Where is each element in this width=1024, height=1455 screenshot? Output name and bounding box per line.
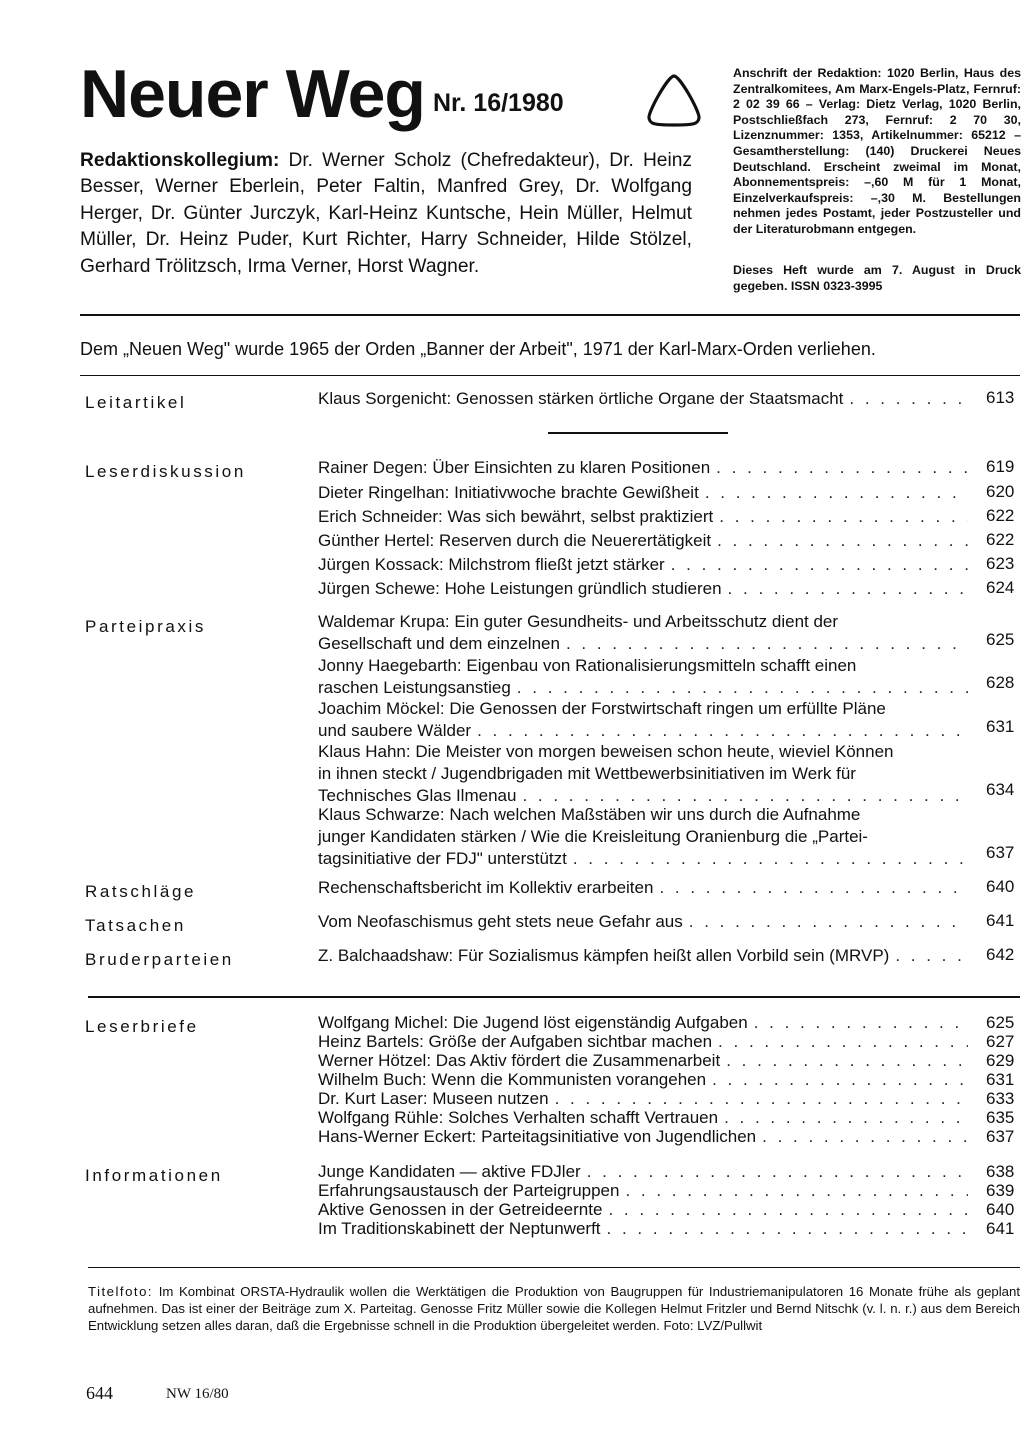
- entry-title: Rechenschaftsbericht im Kollektiv erarbeiten: [318, 878, 654, 897]
- entry-title: Aktive Genossen in der Getreideernte: [318, 1200, 603, 1219]
- page-number: 627: [986, 1032, 1015, 1051]
- entry-title-line: in ihnen steckt / Jugendbrigaden mit Wettbewerbsinitiativen im Werk für: [318, 764, 856, 783]
- page-number: 625: [986, 630, 1015, 649]
- entry-title: Erich Schneider: Was sich bewährt, selbst praktiziert: [318, 507, 714, 526]
- toc-entry[interactable]: [318, 1032, 968, 1051]
- page-number: 625: [986, 1013, 1015, 1032]
- editorial-board-names: Dr. Werner Scholz (Chefredakteur), Dr. Heinz Besser, Werner Eberlein, Peter Faltin, Manfred Grey, Dr. Wolfgang Herger, Dr. Günter Jurczyk, Karl-Heinz Kuntsche, Hein Müller, Helmut Müller, Dr. Heinz Puder, Kurt Richter, Harry Schneider, Hilde Stölzel, Gerhard Trölitzsch, Irma Verner, Horst Wagner.: [80, 150, 692, 277]
- page-number: 631: [986, 717, 1015, 736]
- page-number: 622: [986, 530, 1015, 549]
- page-number: 628: [986, 673, 1015, 692]
- dot-leader: [659, 877, 968, 899]
- divider: [88, 1267, 1020, 1268]
- page-number: 637: [986, 843, 1015, 862]
- dot-leader: [555, 1089, 968, 1108]
- toc-entry[interactable]: [318, 804, 968, 870]
- editorial-board: [80, 148, 692, 280]
- page-number: 619: [986, 457, 1015, 476]
- dot-leader: [895, 945, 968, 967]
- page-number: 640: [986, 1200, 1015, 1219]
- dot-leader: [689, 911, 968, 933]
- toc-entry[interactable]: [318, 1200, 968, 1219]
- entry-title: Z. Balchaadshaw: Für Sozialismus kämpfen heißt allen Vorbild sein (MRVP): [318, 946, 890, 965]
- dot-leader: [477, 720, 968, 742]
- toc-entry[interactable]: [318, 1070, 968, 1089]
- entry-title: Dr. Kurt Laser: Museen nutzen: [318, 1089, 549, 1108]
- page-number: 633: [986, 1089, 1015, 1108]
- entry-title: Hans-Werner Eckert: Parteitagsinitiative von Jugendlichen: [318, 1127, 757, 1146]
- dot-leader: [719, 506, 968, 528]
- entry-title: Rainer Degen: Über Einsichten zu klaren Positionen: [318, 458, 711, 477]
- entry-title-line: tagsinitiative der FDJ" unterstützt: [318, 849, 567, 868]
- toc-entry[interactable]: [318, 1181, 968, 1200]
- toc-entry[interactable]: [318, 1127, 968, 1146]
- divider: [88, 996, 1020, 998]
- page-number: 613: [986, 388, 1015, 407]
- section-parteipraxis: Parteipraxis: [85, 617, 206, 636]
- page-number: 634: [986, 780, 1015, 799]
- entry-title: Wilhelm Buch: Wenn die Kommunisten vorangehen: [318, 1070, 707, 1089]
- toc-entry[interactable]: [318, 1108, 968, 1127]
- dot-leader: [671, 554, 968, 576]
- dot-leader: [718, 1032, 968, 1051]
- entry-title-line: Technisches Glas Ilmenau: [318, 786, 517, 805]
- page-number: 624: [986, 578, 1015, 597]
- dot-leader: [625, 1181, 968, 1200]
- dot-leader: [607, 1219, 968, 1238]
- page-number: 638: [986, 1162, 1015, 1181]
- toc-entry[interactable]: [318, 388, 968, 410]
- dot-leader: [573, 848, 968, 870]
- magazine-title: Neuer Weg: [80, 56, 425, 132]
- toc-entry[interactable]: [318, 578, 968, 600]
- entry-title: Jürgen Kossack: Milchstrom fließt jetzt stärker: [318, 555, 665, 574]
- entry-title-line: Klaus Hahn: Die Meister von morgen beweisen schon heute, wieviel Können: [318, 742, 894, 761]
- short-divider: [548, 432, 728, 434]
- entry-title-line: Klaus Schwarze: Nach welchen Maßstäben wir uns durch die Aufnahme: [318, 805, 861, 824]
- dot-leader: [849, 388, 968, 410]
- section-leserdiskussion: Leserdiskussion: [85, 462, 246, 481]
- entry-title-line: raschen Leistungsanstieg: [318, 678, 511, 697]
- entry-title: Dieter Ringelhan: Initiativwoche brachte Gewißheit: [318, 483, 699, 502]
- divider: [80, 314, 1020, 316]
- page-number: 641: [986, 1219, 1015, 1238]
- toc-entry[interactable]: [318, 482, 968, 504]
- divider: [80, 375, 1020, 376]
- toc-entry[interactable]: [318, 554, 968, 576]
- dot-leader: [712, 1070, 968, 1089]
- entry-title-line: junger Kandidaten stärken / Wie die Kreisleitung Oranienburg die „Partei-: [318, 827, 868, 846]
- entry-title: Erfahrungsaustausch der Parteigruppen: [318, 1181, 620, 1200]
- entry-title: Junge Kandidaten — aktive FDJler: [318, 1162, 581, 1181]
- section-tatsachen: Tatsachen: [85, 916, 186, 935]
- entry-title-line: Joachim Möckel: Die Genossen der Forstwirtschaft ringen um erfüllte Pläne: [318, 699, 886, 718]
- dot-leader: [566, 633, 968, 655]
- section-leserbriefe: Leserbriefe: [85, 1017, 199, 1036]
- toc-entry[interactable]: [318, 945, 968, 967]
- toc-entry[interactable]: [318, 530, 968, 552]
- print-note: Dieses Heft wurde am 7. August in Druck gegeben. ISSN 0323-3995: [733, 263, 1021, 293]
- page-number: 641: [986, 911, 1015, 930]
- award-note: Dem „Neuen Weg" wurde 1965 der Orden „Banner der Arbeit", 1971 der Karl-Marx-Orden verliehen.: [80, 339, 876, 359]
- toc-entry[interactable]: [318, 698, 968, 742]
- toc-entry[interactable]: [318, 1013, 968, 1032]
- section-informationen: Informationen: [85, 1166, 223, 1185]
- toc-entry[interactable]: [318, 1219, 968, 1238]
- page-number: 629: [986, 1051, 1015, 1070]
- entry-title: Wolfgang Michel: Die Jugend löst eigenständig Aufgaben: [318, 1013, 748, 1032]
- triangle-logo-icon: [644, 72, 704, 128]
- dot-leader: [608, 1200, 968, 1219]
- caption-text: Im Kombinat ORSTA-Hydraulik wollen die Werktätigen die Produktion von Baugruppen für Industriemanipulatoren 16 Monate frühe als geplant aufnehmen. Das ist einer der Beiträge zum X. Parteitag. Genosse Fritz Müller sowie die Kollegen Helmut Fritzler und Bernd Nitschk (v. l. n. r.) aus dem Bereich Entwicklung setzen alles daran, daß die Ergebnisse schnell in die Produktion übergeleitet werden. Foto: LVZ/Pullwit: [88, 1284, 1020, 1333]
- editorial-board-label: Redaktionskollegium:: [80, 150, 280, 171]
- dot-leader: [587, 1162, 968, 1181]
- footer-page-number: 644: [86, 1383, 113, 1403]
- dot-leader: [716, 457, 968, 479]
- page-number: 635: [986, 1108, 1015, 1127]
- section-ratschlaege: Ratschläge: [85, 882, 197, 901]
- page-number: 620: [986, 482, 1015, 501]
- section-bruderparteien: Bruderparteien: [85, 950, 234, 969]
- dot-leader: [762, 1127, 968, 1146]
- dot-leader: [717, 530, 968, 552]
- dot-leader: [726, 1051, 968, 1070]
- dot-leader: [724, 1108, 968, 1127]
- caption-lead: Titelfoto:: [88, 1284, 154, 1299]
- toc-entry[interactable]: [318, 457, 968, 479]
- dot-leader: [517, 677, 968, 699]
- toc-entry[interactable]: [318, 655, 968, 699]
- toc-entry[interactable]: [318, 1089, 968, 1108]
- page-number: 637: [986, 1127, 1015, 1146]
- entry-title: Werner Hötzel: Das Aktiv fördert die Zusammenarbeit: [318, 1051, 721, 1070]
- entry-title: Vom Neofaschismus geht stets neue Gefahr aus: [318, 912, 683, 931]
- entry-title: Heinz Bartels: Größe der Aufgaben sichtbar machen: [318, 1032, 713, 1051]
- toc-entry[interactable]: [318, 877, 968, 899]
- toc-entry[interactable]: [318, 1162, 968, 1181]
- page-number: 631: [986, 1070, 1015, 1089]
- toc-entry[interactable]: [318, 506, 968, 528]
- section-leitartikel: Leitartikel: [85, 393, 187, 412]
- entry-title: Jürgen Schewe: Hohe Leistungen gründlich studieren: [318, 579, 722, 598]
- entry-title: Wolfgang Rühle: Solches Verhalten schafft Vertrauen: [318, 1108, 719, 1127]
- footer-issue-ref: NW 16/80: [166, 1386, 229, 1402]
- dot-leader: [754, 1013, 968, 1032]
- toc-entry[interactable]: [318, 741, 968, 807]
- editorial-address: Anschrift der Redaktion: 1020 Berlin, Haus des Zentralkomitees, Am Marx-Engels-Platz, Fernruf: 2 02 39 66 – Verlag: Dietz Verlag, 1020 Berlin, Postschließfach 273, Fernruf: 2 70 30, Lizenznummer: 1353, Artikelnummer: 65212 – Gesamtherstellung: (140) Druckerei Neues Deutschland. Erscheint zweimal im Monat, Abonnementspreis: –,60 M für 1 Monat, Einzelverkaufspreis: –,30 M. Bestellungen nehmen jedes Postamt, jeder Postzusteller und der Literaturobmann entgegen.: [733, 66, 1021, 236]
- entry-title-line: Waldemar Krupa: Ein guter Gesundheits- und Arbeitsschutz dient der: [318, 612, 839, 631]
- toc-entry[interactable]: [318, 1051, 968, 1070]
- entry-title-line: Gesellschaft und dem einzelnen: [318, 634, 560, 653]
- page-number: 642: [986, 945, 1015, 964]
- page-number: 640: [986, 877, 1015, 896]
- dot-leader: [705, 482, 968, 504]
- page-number: 623: [986, 554, 1015, 573]
- entry-title: Günther Hertel: Reserven durch die Neuerertätigkeit: [318, 531, 712, 550]
- entry-title: Im Traditionskabinett der Neptunwerft: [318, 1219, 601, 1238]
- issue-number: Nr. 16/1980: [433, 89, 564, 117]
- cover-photo-caption: [88, 1283, 1020, 1334]
- entry-title: Klaus Sorgenicht: Genossen stärken örtliche Organe der Staatsmacht: [318, 389, 844, 408]
- toc-entry[interactable]: [318, 911, 968, 933]
- page-number: 622: [986, 506, 1015, 525]
- page-number: 639: [986, 1181, 1015, 1200]
- entry-title-line: und saubere Wälder: [318, 721, 472, 740]
- entry-title-line: Jonny Haegebarth: Eigenbau von Rationalisierungsmitteln schafft einen: [318, 656, 857, 675]
- dot-leader: [728, 578, 968, 600]
- toc-entry[interactable]: [318, 611, 968, 655]
